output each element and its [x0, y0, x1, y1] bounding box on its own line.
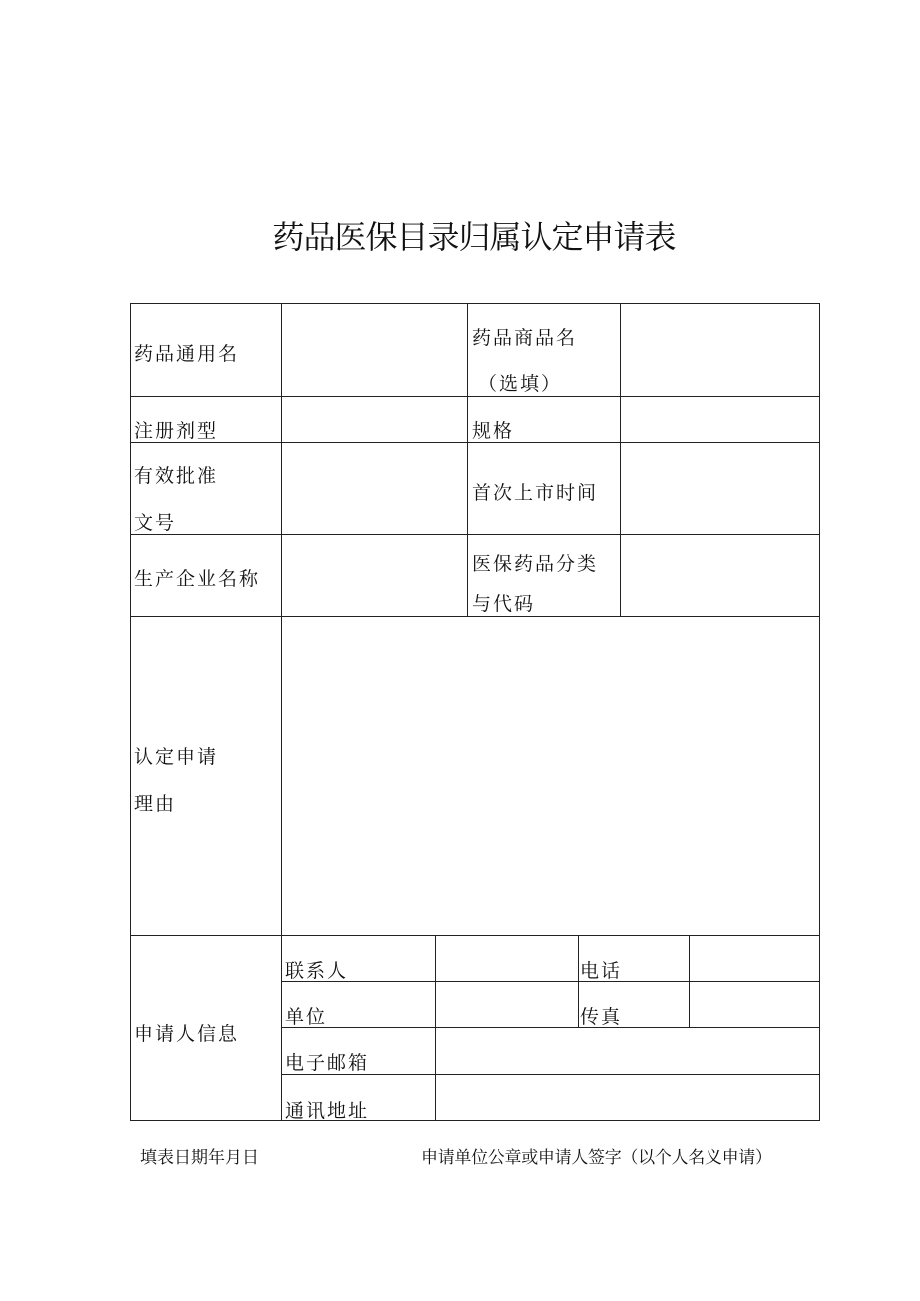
label-manufacturer: 生产企业名称 — [134, 568, 261, 590]
fill-date-label: 填表日期年月日 — [140, 1148, 259, 1168]
label-approval-number-line2: 文号 — [134, 512, 177, 534]
input-phone[interactable] — [690, 936, 819, 981]
label-specification: 规格 — [472, 420, 515, 442]
label-fax: 传真 — [580, 1006, 623, 1028]
label-approval-number: 有效批准 — [134, 465, 219, 487]
column-divider — [467, 303, 468, 616]
label-contact: 联系人 — [285, 960, 349, 982]
input-contact[interactable] — [436, 936, 578, 981]
label-insurance-category: 医保药品分类 — [472, 553, 599, 575]
input-trade-name[interactable] — [621, 304, 819, 396]
signature-label: 申请单位公章或申请人签字（以个人名义申请） — [421, 1148, 772, 1168]
page-title: 药品医保目录归属认定申请表 — [272, 218, 676, 256]
table-border-bottom — [130, 1120, 820, 1121]
input-email[interactable] — [436, 1028, 819, 1074]
label-applicant-info: 申请人信息 — [134, 1023, 240, 1045]
label-trade-name: 药品商品名 — [472, 327, 578, 349]
label-phone: 电话 — [580, 960, 623, 982]
label-email: 电子邮箱 — [285, 1052, 370, 1074]
input-application-reason[interactable] — [282, 617, 819, 935]
label-first-market-date: 首次上市时间 — [472, 482, 599, 504]
input-dosage-form[interactable] — [282, 397, 467, 442]
label-generic-name: 药品通用名 — [134, 343, 240, 365]
input-specification[interactable] — [621, 397, 819, 442]
input-approval-number[interactable] — [282, 443, 467, 534]
application-form-table — [130, 303, 820, 1121]
label-application-reason: 认定申请 — [134, 746, 219, 768]
label-address: 通讯地址 — [285, 1100, 370, 1122]
column-divider — [578, 935, 579, 1027]
input-fax[interactable] — [690, 982, 819, 1027]
label-insurance-category-line2: 与代码 — [472, 593, 536, 615]
input-unit[interactable] — [436, 982, 578, 1027]
label-unit: 单位 — [285, 1006, 328, 1028]
input-manufacturer[interactable] — [282, 535, 467, 616]
input-address[interactable] — [436, 1075, 819, 1120]
table-border-left — [130, 303, 131, 1121]
label-trade-name-optional: （选填） — [478, 373, 563, 395]
label-dosage-form: 注册剂型 — [134, 420, 219, 442]
input-first-market-date[interactable] — [621, 443, 819, 534]
label-application-reason-line2: 理由 — [134, 793, 177, 815]
table-border-right — [819, 303, 820, 1121]
input-generic-name[interactable] — [282, 304, 467, 396]
input-insurance-category[interactable] — [621, 535, 819, 616]
